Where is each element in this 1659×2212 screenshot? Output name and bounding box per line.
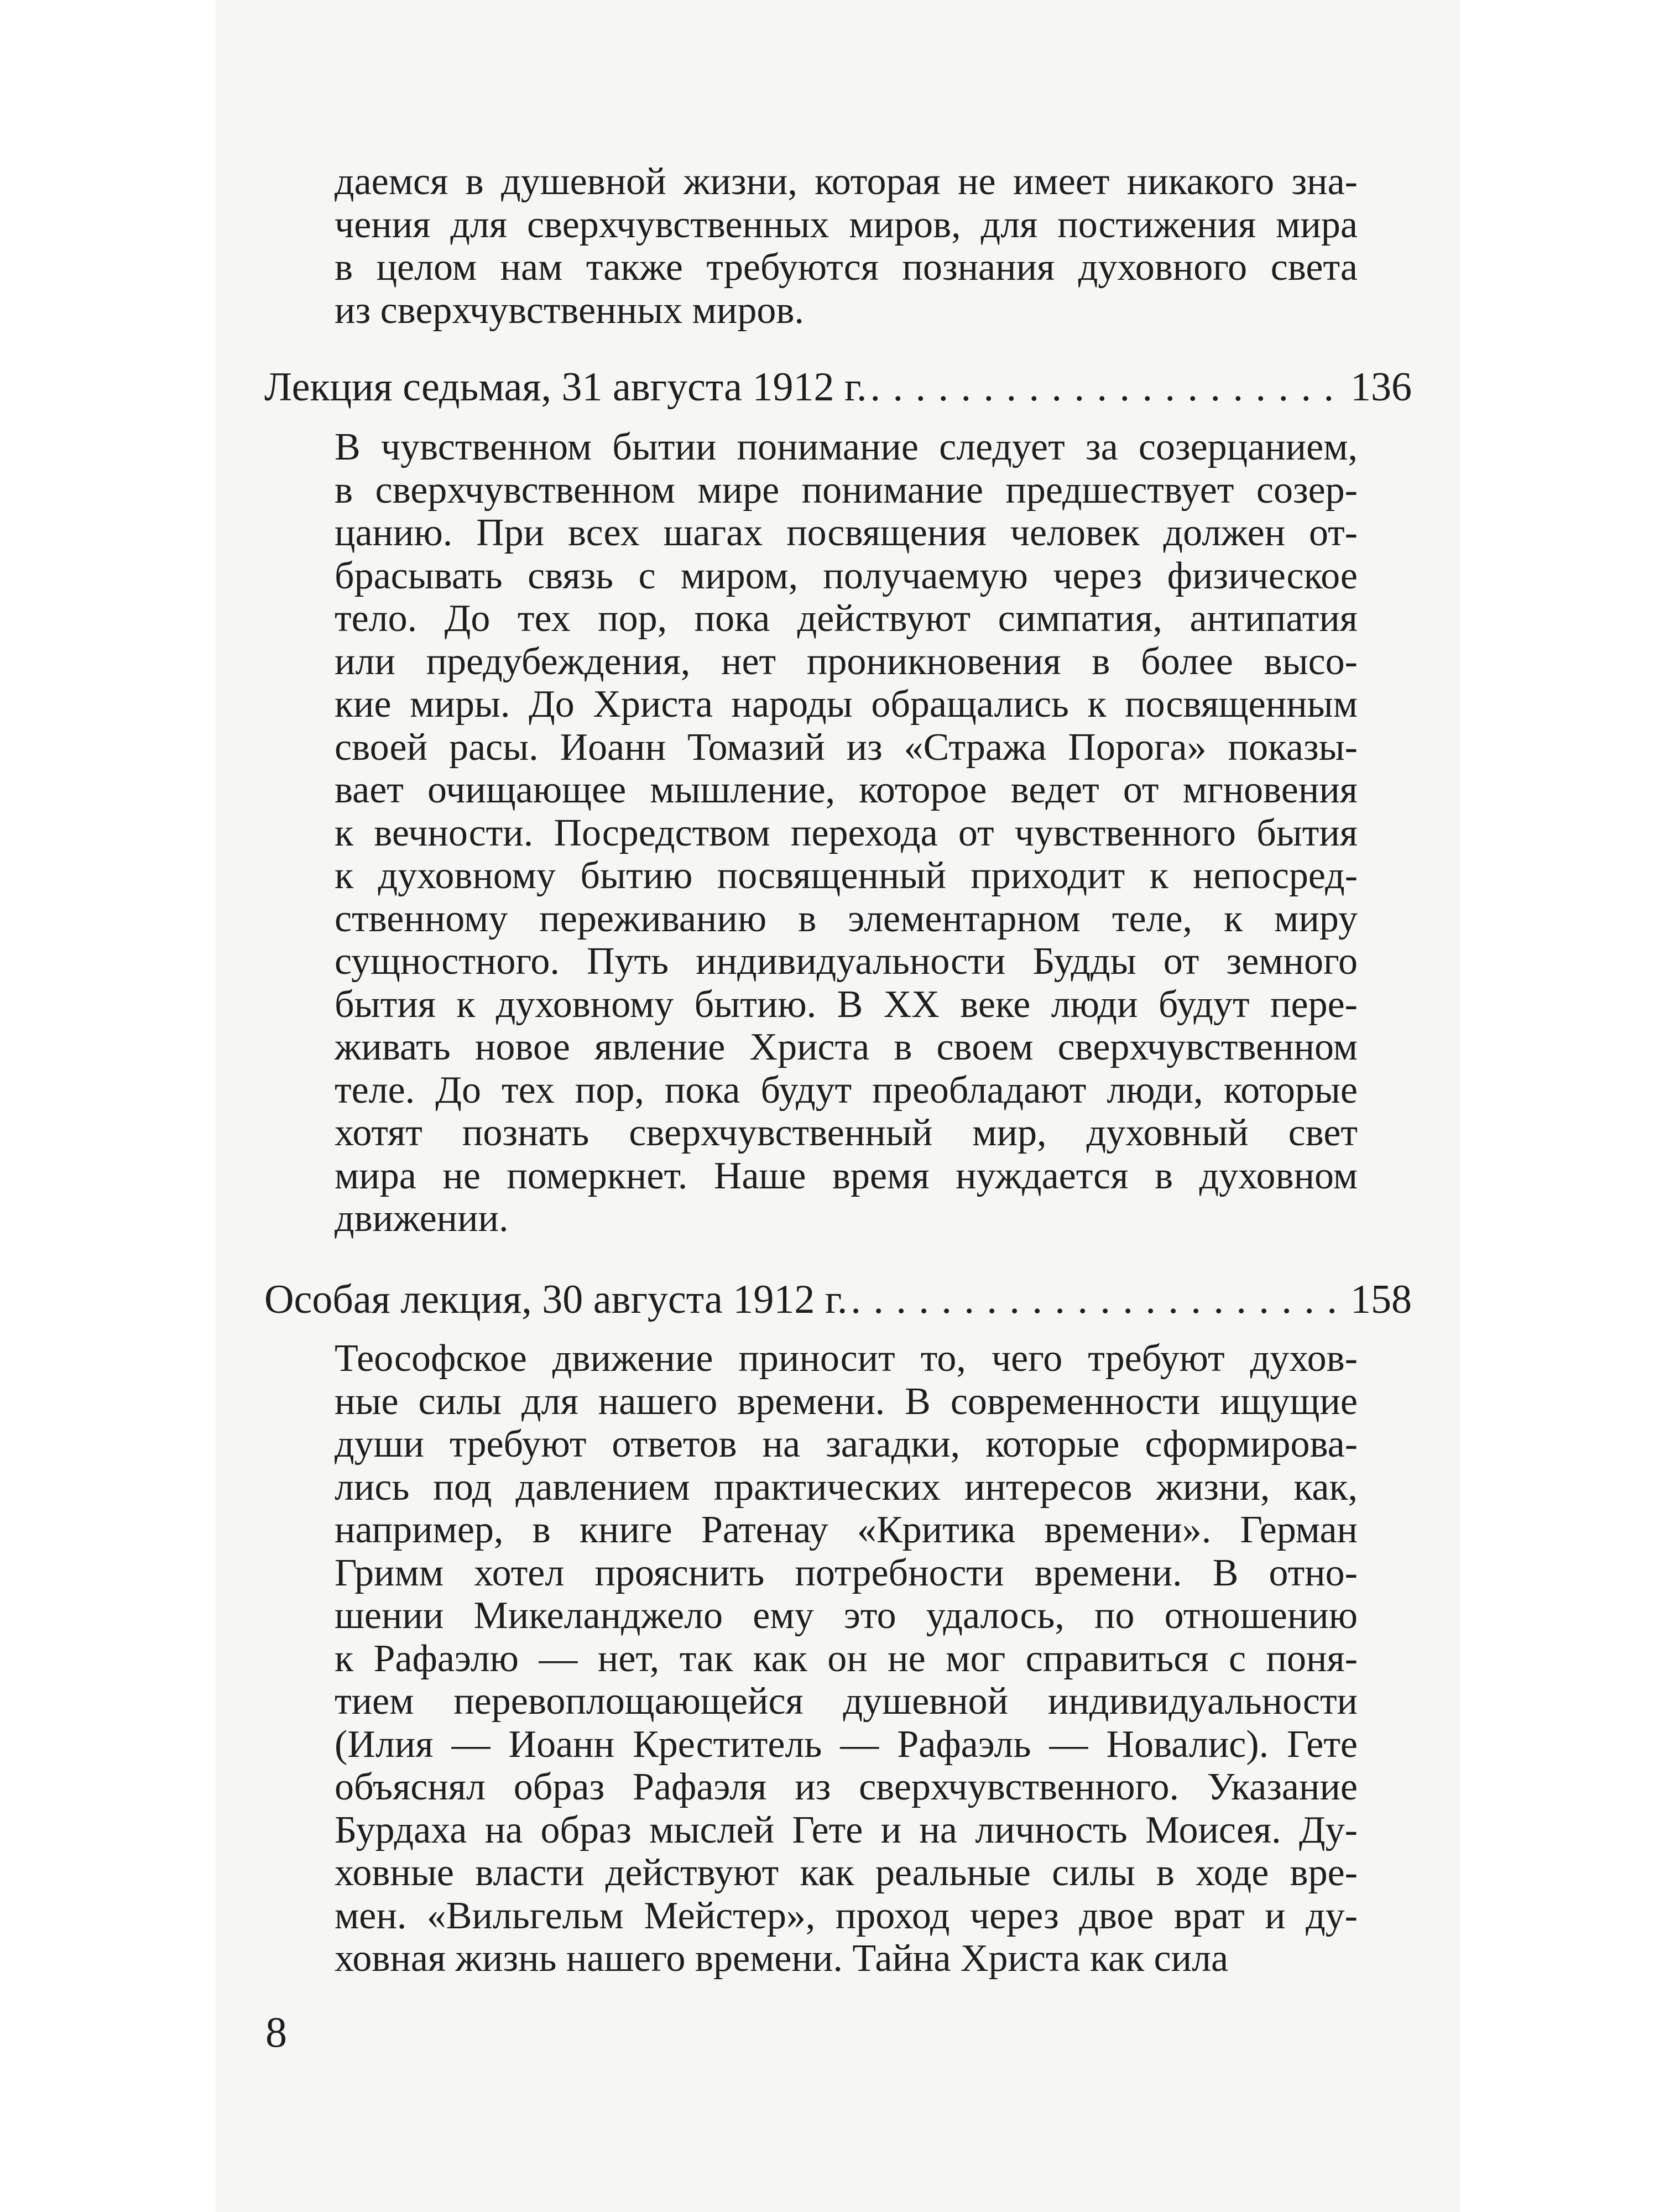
text-line: Бурдаха на образ мыслей Гете и на личность Моисея. Ду-: [335, 1808, 1358, 1851]
text-line: брасывать связь с миром, получаемую через физическое: [335, 554, 1358, 597]
text-line: цанию. При всех шагах посвящения человек должен от-: [335, 512, 1358, 554]
toc-entry-special-lecture: [264, 1277, 1412, 1322]
text-line: тием перевоплощающейся душевной индивидуальности: [335, 1680, 1358, 1723]
text-line: сущностного. Путь индивидуальности Будды от земного: [335, 940, 1358, 983]
text-line: лись под давлением практических интересов жизни, как,: [335, 1465, 1358, 1509]
text-line: ховные власти действуют как реальные силы в ходе вре-: [335, 1851, 1358, 1894]
special-lecture-summary: [335, 1337, 1358, 1980]
text-line: (Илия — Иоанн Креститель — Рафаэль — Новалис). Гете: [335, 1723, 1358, 1766]
text-line: ные силы для нашего времени. В современности ищущие: [335, 1380, 1358, 1423]
toc-entry-page: 158: [1350, 1277, 1412, 1322]
text-line: из сверхчувственных миров.: [335, 289, 804, 332]
text-line: движении.: [335, 1197, 509, 1240]
text-line: чения для сверхчувственных миров, для постижения мира: [335, 203, 1358, 246]
text-line: к духовному бытию посвященный приходит к непосред-: [335, 854, 1358, 897]
text-line: мира не померкнет. Наше время нуждается в духовном: [335, 1154, 1358, 1197]
text-line: вает очищающее мышление, которое ведет от мгновения: [335, 769, 1358, 811]
text-line: к вечности. Посредством перехода от чувственного бытия: [335, 811, 1358, 854]
text-line: например, в книге Ратенау «Критика времени». Герман: [335, 1509, 1358, 1551]
text-line: В чувственном бытии понимание следует за созерцанием,: [335, 426, 1358, 468]
text-line: тело. До тех пор, пока действуют симпатия, антипатия: [335, 597, 1358, 640]
text-line: бытия к духовному бытию. В XX веке люди будут пере-: [335, 983, 1358, 1026]
intro-paragraph: [335, 160, 1358, 332]
text-line: в целом нам также требуются познания духовного света: [335, 246, 1358, 289]
text-line: Гримм хотел прояснить потребности времени. В отно-: [335, 1551, 1358, 1594]
text-line: ховная жизнь нашего времени. Тайна Христа как сила: [335, 1937, 1229, 1980]
text-line: в сверхчувственном мире понимание предшествует созер-: [335, 468, 1358, 512]
leader-dots: [870, 365, 1345, 409]
text-line: кие миры. До Христа народы обращались к посвященным: [335, 683, 1358, 726]
text-line: теле. До тех пор, пока будут преобладают люди, которые: [335, 1068, 1358, 1112]
lecture-7-summary: [335, 426, 1358, 1240]
toc-entry-title: Особая лекция, 30 августа 1912 г.: [264, 1277, 848, 1322]
text-line: к Рафаэлю — нет, так как он не мог справиться с поня-: [335, 1637, 1358, 1680]
text-line: даемся в душевной жизни, которая не имеет никакого зна-: [335, 160, 1358, 203]
text-line: души требуют ответов на загадки, которые сформирова-: [335, 1423, 1358, 1465]
text-line: Теософское движение приносит то, чего требуют духов-: [335, 1337, 1358, 1380]
toc-entry-lecture-7: [264, 365, 1412, 409]
text-line: шении Микеланджело ему это удалось, по отношению: [335, 1594, 1358, 1637]
text-line: хотят познать сверхчувственный мир, духовный свет: [335, 1112, 1358, 1154]
text-line: живать новое явление Христа в своем сверхчувственном: [335, 1026, 1358, 1068]
text-line: объяснял образ Рафаэля из сверхчувственного. Указание: [335, 1766, 1358, 1808]
toc-entry-title: Лекция седьмая, 31 августа 1912 г.: [264, 364, 867, 410]
page-number: 8: [265, 2008, 287, 2056]
toc-entry-page: 136: [1350, 364, 1412, 410]
book-page: [216, 0, 1460, 2212]
text-line: мен. «Вильгельм Мейстер», проход через двое врат и ду-: [335, 1894, 1358, 1937]
text-line: ственному переживанию в элементарном теле, к миру: [335, 897, 1358, 940]
text-line: своей расы. Иоанн Томазий из «Стража Порога» показы-: [335, 726, 1358, 769]
text-line: или предубеждения, нет проникновения в более высо-: [335, 640, 1358, 683]
leader-dots: [851, 1277, 1345, 1322]
